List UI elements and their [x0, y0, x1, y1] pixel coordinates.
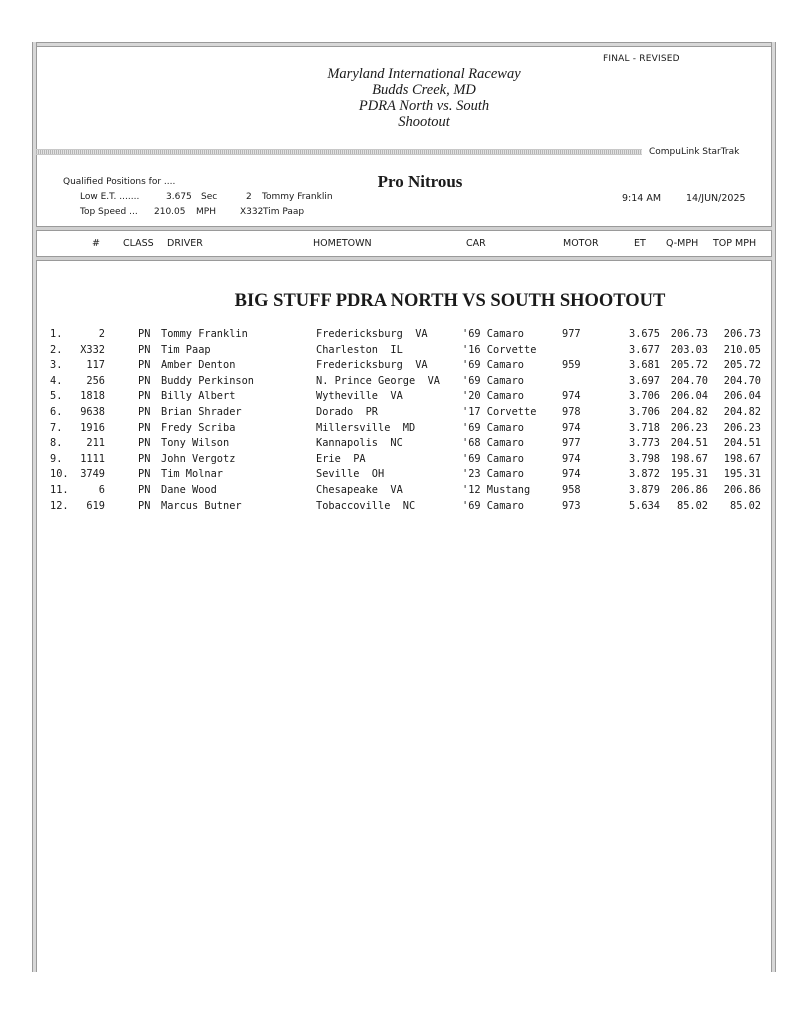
cell-class: PN: [138, 468, 151, 481]
venue-block: [300, 66, 548, 130]
cell-position: 2.: [50, 343, 63, 356]
column-header-hometown: HOMETOWN: [313, 238, 372, 249]
cell-motor: 974: [562, 421, 581, 434]
table-row: [0, 500, 801, 515]
cell-car: '69 Camaro: [462, 374, 524, 387]
cell-top-mph: 205.72: [723, 359, 761, 372]
top-speed-car-number: X332: [240, 207, 264, 217]
cell-hometown: Wytheville VA: [316, 390, 403, 403]
cell-class: PN: [138, 499, 151, 512]
cell-motor: 958: [562, 484, 581, 496]
cell-driver: Brian Shrader: [161, 406, 242, 418]
cell-top-mph: 206.04: [723, 390, 761, 403]
cell-hometown: Fredericksburg VA: [316, 328, 428, 340]
cell-q-mph: 85.02: [677, 499, 708, 512]
cell-motor: 977: [562, 328, 581, 340]
class-title: Pro Nitrous: [377, 172, 463, 191]
cell-class: PN: [138, 328, 151, 340]
cell-car: '69 Camaro: [462, 421, 524, 434]
cell-driver: Tim Molnar: [161, 468, 223, 481]
cell-motor: 974: [562, 390, 581, 403]
cell-et: 3.681: [629, 359, 660, 372]
column-header-driver: DRIVER: [167, 238, 203, 249]
column-header-number: #: [92, 238, 100, 249]
top-speed-value: 210.05: [154, 207, 186, 217]
cell-motor: 974: [562, 452, 581, 465]
cell-driver: Dane Wood: [161, 484, 217, 496]
cell-q-mph: 195.31: [670, 468, 708, 481]
cell-q-mph: 205.72: [670, 359, 708, 372]
cell-car: '17 Corvette: [462, 406, 537, 418]
cell-car-number: 1818: [80, 390, 105, 403]
venue-line: Shootout: [398, 114, 450, 130]
cell-car-number: 256: [86, 374, 105, 387]
cell-hometown: Erie PA: [316, 452, 366, 465]
cell-class: PN: [138, 452, 151, 465]
cell-driver: Tommy Franklin: [161, 328, 248, 340]
cell-car-number: 1916: [80, 421, 105, 434]
cell-car-number: 2: [98, 328, 105, 340]
cell-et: 3.879: [629, 484, 660, 496]
cell-et: 3.706: [629, 390, 660, 403]
cell-q-mph: 203.03: [670, 343, 708, 356]
column-header-top-rule: [36, 226, 772, 231]
top-speed-driver: Tim Paap: [263, 207, 305, 217]
cell-top-mph: 198.67: [723, 452, 761, 465]
report-time: 9:14 AM: [622, 193, 662, 204]
cell-et: 3.675: [629, 328, 660, 340]
cell-et: 3.718: [629, 421, 660, 434]
cell-top-mph: 206.23: [723, 421, 761, 434]
report-date: 14/JUN/2025: [686, 193, 746, 204]
page-border-top: [32, 42, 776, 47]
column-header-class: CLASS: [123, 238, 154, 249]
cell-top-mph: 204.82: [723, 406, 761, 418]
cell-car-number: X332: [80, 343, 105, 356]
top-speed-label: Top Speed ...: [80, 207, 138, 217]
cell-top-mph: 204.51: [723, 437, 761, 450]
cell-car-number: 619: [86, 499, 105, 512]
cell-car-number: 3749: [80, 468, 105, 481]
cell-class: PN: [138, 406, 151, 418]
cell-et: 3.677: [629, 343, 660, 356]
cell-et: 3.773: [629, 437, 660, 450]
cell-driver: Buddy Perkinson: [161, 374, 254, 387]
cell-car: '16 Corvette: [462, 343, 537, 356]
low-et-label: Low E.T. .......: [80, 192, 140, 202]
cell-motor: 959: [562, 359, 581, 372]
cell-q-mph: 206.86: [670, 484, 708, 496]
venue-line: Maryland International Raceway: [327, 66, 521, 82]
cell-driver: Billy Albert: [161, 390, 236, 403]
cell-car-number: 9638: [80, 406, 105, 418]
table-row: [0, 453, 801, 468]
cell-et: 3.798: [629, 452, 660, 465]
top-speed-unit: MPH: [196, 207, 216, 217]
low-et-value: 3.675: [166, 192, 192, 202]
column-header-q-mph: Q-MPH: [666, 238, 699, 249]
cell-hometown: Dorado PR: [316, 406, 378, 418]
cell-motor: 974: [562, 468, 581, 481]
low-et-car-number: 2: [246, 192, 252, 202]
section-title: BIG STUFF PDRA NORTH VS SOUTH SHOOTOUT: [234, 291, 666, 311]
cell-class: PN: [138, 374, 151, 387]
cell-top-mph: 195.31: [723, 468, 761, 481]
qualified-positions-title: Qualified Positions for ....: [63, 177, 176, 187]
cell-hometown: N. Prince George VA: [316, 374, 440, 387]
cell-car: '23 Camaro: [462, 468, 524, 481]
cell-car: '69 Camaro: [462, 328, 524, 340]
cell-motor: 977: [562, 437, 581, 450]
cell-driver: Fredy Scriba: [161, 421, 236, 434]
low-et-driver: Tommy Franklin: [262, 192, 333, 202]
cell-et: 3.697: [629, 374, 660, 387]
table-row: [0, 484, 801, 499]
table-row: [0, 422, 801, 437]
report-status: FINAL - REVISED: [603, 54, 680, 64]
software-brand: CompuLink StarTrak: [649, 147, 740, 157]
cell-q-mph: 198.67: [670, 452, 708, 465]
cell-car-number: 6: [98, 484, 105, 496]
cell-class: PN: [138, 343, 151, 356]
cell-car: '69 Camaro: [462, 499, 524, 512]
cell-q-mph: 206.04: [670, 390, 708, 403]
cell-top-mph: 210.05: [723, 343, 761, 356]
cell-hometown: Millersville MD: [316, 421, 416, 434]
cell-q-mph: 204.82: [670, 406, 708, 418]
cell-car: '69 Camaro: [462, 359, 524, 372]
cell-driver: John Vergotz: [161, 452, 236, 465]
cell-et: 3.872: [629, 468, 660, 481]
cell-driver: Tim Paap: [161, 343, 211, 356]
cell-class: PN: [138, 359, 151, 372]
cell-position: 6.: [50, 406, 63, 418]
table-row: [0, 344, 801, 359]
cell-top-mph: 85.02: [730, 499, 761, 512]
column-header-bottom-rule: [36, 256, 772, 261]
cell-position: 12.: [50, 499, 69, 512]
table-row: [0, 328, 801, 343]
cell-hometown: Kannapolis NC: [316, 437, 403, 450]
cell-position: 8.: [50, 437, 63, 450]
cell-class: PN: [138, 437, 151, 450]
cell-car: '20 Camaro: [462, 390, 524, 403]
header-dotted-rule: [36, 149, 642, 155]
cell-q-mph: 204.51: [670, 437, 708, 450]
low-et-unit: Sec: [201, 192, 218, 202]
column-header-top-mph: TOP MPH: [713, 238, 757, 249]
cell-class: PN: [138, 390, 151, 403]
cell-position: 1.: [50, 328, 63, 340]
cell-car: '68 Camaro: [462, 437, 524, 450]
cell-car-number: 117: [86, 359, 105, 372]
table-row: [0, 468, 801, 483]
cell-position: 7.: [50, 421, 63, 434]
cell-car-number: 211: [86, 437, 105, 450]
venue-line: PDRA North vs. South: [358, 98, 490, 114]
cell-position: 3.: [50, 359, 63, 372]
cell-position: 4.: [50, 374, 63, 387]
column-header-car: CAR: [466, 238, 486, 249]
cell-driver: Tony Wilson: [161, 437, 230, 450]
cell-motor: 978: [562, 406, 581, 418]
cell-position: 5.: [50, 390, 63, 403]
cell-class: PN: [138, 421, 151, 434]
column-header-et: ET: [634, 238, 646, 249]
table-row: [0, 359, 801, 374]
cell-position: 10.: [50, 468, 69, 481]
cell-hometown: Tobaccoville NC: [316, 499, 416, 512]
cell-class: PN: [138, 484, 151, 496]
cell-top-mph: 204.70: [723, 374, 761, 387]
cell-q-mph: 206.23: [670, 421, 708, 434]
cell-car: '69 Camaro: [462, 452, 524, 465]
cell-hometown: Charleston IL: [316, 343, 403, 356]
column-header-motor: MOTOR: [563, 238, 599, 249]
cell-hometown: Seville OH: [316, 468, 385, 481]
cell-et: 5.634: [629, 499, 660, 512]
venue-line: Budds Creek, MD: [372, 82, 476, 98]
cell-hometown: Fredericksburg VA: [316, 359, 428, 372]
cell-motor: 973: [562, 499, 581, 512]
table-row: [0, 406, 801, 421]
cell-driver: Amber Denton: [161, 359, 236, 372]
table-row: [0, 375, 801, 390]
cell-q-mph: 204.70: [670, 374, 708, 387]
cell-et: 3.706: [629, 406, 660, 418]
table-row: [0, 437, 801, 452]
table-row: [0, 390, 801, 405]
cell-car-number: 1111: [80, 452, 105, 465]
cell-top-mph: 206.73: [723, 328, 761, 340]
cell-position: 11.: [50, 484, 69, 496]
cell-hometown: Chesapeake VA: [316, 484, 403, 496]
cell-q-mph: 206.73: [670, 328, 708, 340]
cell-driver: Marcus Butner: [161, 499, 242, 512]
cell-position: 9.: [50, 452, 63, 465]
cell-top-mph: 206.86: [723, 484, 761, 496]
cell-car: '12 Mustang: [462, 484, 531, 496]
